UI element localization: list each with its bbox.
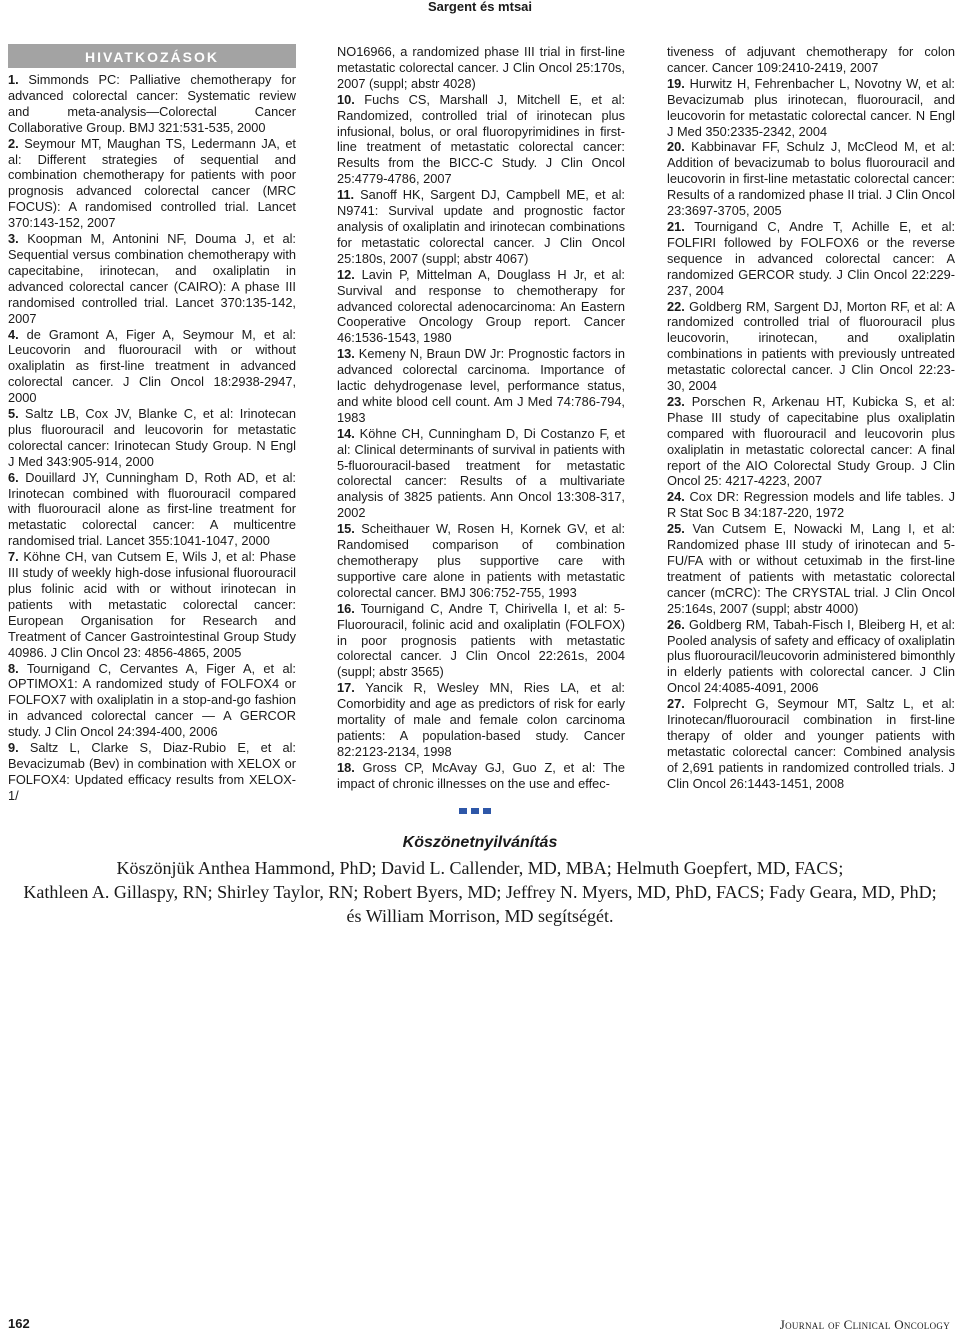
reference-number: 14. <box>337 425 355 441</box>
reference-item <box>8 470 296 550</box>
reference-item <box>337 521 625 601</box>
reference-number: 24. <box>667 489 685 505</box>
reference-number: 15. <box>337 521 355 537</box>
reference-text: Kemeny N, Braun DW Jr: Prognostic factors in advanced colorectal carcinoma. Importance of lactic dehydrogenase level, performance status, and white blood cell count. Am J Med 74:786-794, 1983 <box>337 346 625 425</box>
reference-text: Goldberg RM, Tabah-Fisch I, Bleiberg H, et al: Pooled analysis of safety and efficacy of oxaliplatin plus fluorouracil/leucovorin administered bimonthly in elderly patients with colorectal cancer. J Clin Oncol 24:4085-4091, 2006 <box>667 616 955 696</box>
reference-text: Kabbinavar FF, Schulz J, McCleod M, et al: Addition of bevacizumab to bolus fluorouracil and leucovorin in first-line metastatic colorectal cancer: Results of a randomized phase II trial. J Clin Oncol 23:3697-3705, 2005 <box>667 139 955 219</box>
reference-text: Yancik R, Wesley MN, Ries LA, et al: Comorbidity and age as predictors of risk for early mortality of male and female colon carcinoma patients: A population-based study. Cancer 82:2123-2134, 1998 <box>337 680 625 759</box>
reference-item <box>667 521 955 616</box>
section-separator <box>459 808 491 814</box>
reference-item <box>337 426 625 521</box>
reference-text: Douillard JY, Cunningham D, Roth AD, et al: Irinotecan combined with fluorouracil compared with fluorouracil alone as first-line treatment for metastatic colorectal cancer: A multicentre randomised trial. Lancet 355:1041-1047, 2000 <box>8 469 296 549</box>
reference-text: Simmonds PC: Palliative chemotherapy for advanced colorectal cancer: Systematic review and meta-analysis—Colorectal Cancer Collaborative Group. BMJ 321:531-535, 2000 <box>8 72 296 135</box>
acknowledgment-line: és William Morrison, MD segítségét. <box>346 906 614 926</box>
reference-number: 10. <box>337 91 355 107</box>
reference-item <box>337 187 625 267</box>
journal-name: Journal of Clinical Oncology <box>779 1317 950 1332</box>
acknowledgment-line: Köszönjük Anthea Hammond, PhD; David L. Callender, MD, MBA; Helmuth Goepfert, MD, FACS; <box>116 858 844 878</box>
reference-number: 12. <box>337 266 355 282</box>
reference-text: Cox DR: Regression models and life tables. J R Stat Soc B 34:187-220, 1972 <box>667 489 955 521</box>
reference-number: 21. <box>667 218 685 234</box>
reference-text: NO16966, a randomized phase III trial in first-line metastatic colorectal cancer. J Clin Oncol 25:170s, 2007 (suppl; abstr 4028) <box>337 44 625 91</box>
reference-item <box>667 76 955 140</box>
reference-number: 9. <box>8 740 19 756</box>
reference-number: 26. <box>667 616 685 632</box>
reference-item <box>667 299 955 394</box>
section-title: HIVATKOZÁSOK <box>8 44 296 68</box>
reference-text: Folprecht G, Seymour MT, Saltz L, et al: Irinotecan/fluorouracil combination in first-line therapy of older and younger patients with metastatic colorectal cancer: Combined analysis of 2,691 patients in randomized controlled trials. J Clin Oncol 26:1443-1451, 2008 <box>667 696 955 791</box>
reference-text: Seymour MT, Maughan TS, Ledermann JA, et al: Different strategies of sequential and combination chemotherapy for patients with poor prognosis advanced colorectal cancer (MRC FOCUS): A randomised controlled trial. Lancet 370:143-152, 2007 <box>8 135 296 231</box>
reference-number: 18. <box>337 759 355 775</box>
reference-list <box>667 44 955 792</box>
reference-number: 7. <box>8 549 19 565</box>
references-column-2 <box>337 44 625 792</box>
reference-text: Tournigand C, Andre T, Achille E, et al: FOLFIRI followed by FOLFOX6 or the reverse sequence in advanced colorectal cancer: A randomized GERCOR study. J Clin Oncol 22:229-237, 2004 <box>667 218 955 298</box>
reference-text: Lavin P, Mittelman A, Douglass H Jr, et al: Survival and response to chemotherapy for advanced colorectal adenocarcinoma: An Eastern Cooperative Oncology Group report. Cancer 46:1536-1543, 1980 <box>337 266 625 346</box>
reference-item <box>8 661 296 741</box>
reference-item <box>667 219 955 299</box>
reference-item <box>337 680 625 760</box>
reference-text: Tournigand C, Andre T, Chirivella I, et al: 5-Fluorouracil, folinic acid and oxaliplatin (FOLFOX) in poor prognosis patients with metastatic colorectal cancer. J Clin Oncol 22:261s, 2004 (suppl; abstr 3565) <box>337 600 625 680</box>
acknowledgment-text <box>0 856 960 928</box>
reference-item <box>8 72 296 136</box>
reference-item <box>8 327 296 407</box>
reference-item <box>337 44 625 92</box>
reference-item <box>667 394 955 489</box>
reference-item <box>337 601 625 681</box>
reference-text: Scheithauer W, Rosen H, Kornek GV, et al: Randomised comparison of combination chemotherapy plus supportive care with supportive care alone in patients with metastatic colorectal cancer. BMJ 306:752-755, 1993 <box>337 521 625 600</box>
reference-item <box>8 136 296 231</box>
reference-number: 11. <box>337 187 355 203</box>
reference-text: Hurwitz H, Fehrenbacher L, Novotny W, et al: Bevacizumab plus irinotecan, fluorouracil, and leucovorin for metastatic colorectal cancer. N Engl J Med 350:2335-2342, 2004 <box>667 75 955 139</box>
reference-item <box>667 489 955 521</box>
reference-number: 2. <box>8 135 19 151</box>
reference-text: Koopman M, Antonini NF, Douma J, et al: Sequential versus combination chemotherapy with capecitabine, irinotecan, and oxaliplatin in advanced colorectal cancer (CAIRO): A phase III randomised controlled trial. Lancet 370:135-142, 2007 <box>8 231 296 326</box>
separator-square <box>483 808 491 814</box>
references-column-1 <box>8 44 296 804</box>
reference-item <box>667 44 955 76</box>
separator-square <box>471 808 479 814</box>
reference-item <box>8 740 296 804</box>
acknowledgment-line: Kathleen A. Gillaspy, RN; Shirley Taylor, RN; Robert Byers, MD; Jeffrey N. Myers, MD, PhD, FACS; Fady Geara, MD, PhD; <box>23 882 937 902</box>
reference-item <box>667 617 955 697</box>
reference-number: 23. <box>667 393 685 409</box>
reference-number: 6. <box>8 469 19 485</box>
reference-number: 8. <box>8 660 19 676</box>
acknowledgment-heading: Köszönetnyilvánítás <box>402 834 558 851</box>
reference-number: 20. <box>667 139 685 155</box>
reference-item <box>337 92 625 187</box>
reference-number: 27. <box>667 696 685 712</box>
reference-text: Gross CP, McAvay GJ, Guo Z, et al: The impact of chronic illnesses on the use and effec- <box>337 759 625 791</box>
reference-item <box>337 760 625 792</box>
reference-text: Van Cutsem E, Nowacki M, Lang I, et al: Randomized phase III study of irinotecan and 5-FU/FA with or without cetuximab in the first-line treatment of patients with metastatic colorectal cancer (mCRC): The CRYSTAL trial. J Clin Oncol 25:164s, 2007 (suppl; abstr 4000) <box>667 521 955 616</box>
reference-list <box>8 72 296 804</box>
reference-text: tiveness of adjuvant chemotherapy for colon cancer. Cancer 109:2410-2419, 2007 <box>667 44 955 75</box>
reference-item <box>337 267 625 347</box>
reference-item <box>8 406 296 470</box>
reference-item <box>667 139 955 219</box>
reference-text: Fuchs CS, Marshall J, Mitchell E, et al: Randomized, controlled trial of irinotecan plus infusional, bolus, or oral fluoropyrimidines in first-line treatment of metastatic colorectal cancer: Results from the BICC-C Study. J Clin Oncol 25:4779-4786, 2007 <box>337 91 625 187</box>
reference-text: Köhne CH, Cunningham D, Di Costanzo F, et al: Clinical determinants of survival in patients with 5-fluorouracil-based treatment for metastatic colorectal cancer: Results of a multivariate analysis of 3825 patients. Ann Oncol 13:308-317, 2002 <box>337 425 625 521</box>
reference-item <box>337 346 625 426</box>
reference-text: Tournigand C, Cervantes A, Figer A, et al: OPTIMOX1: A randomized study of FOLFOX4 or FOLFOX7 with oxaliplatin in a stop-and-go fashion in advanced colorectal cancer — A GERCOR study. J Clin Oncol 24:394-400, 2006 <box>8 660 296 740</box>
reference-number: 16. <box>337 600 355 616</box>
reference-item <box>667 696 955 791</box>
reference-text: Goldberg RM, Sargent DJ, Morton RF, et al: A randomized controlled trial of fluorouracil plus leucovorin, irinotecan, and oxaliplatin combinations in patients with previously untreated metastatic colorectal cancer. J Clin Oncol 22:23-30, 2004 <box>667 298 955 394</box>
reference-number: 17. <box>337 680 355 696</box>
running-header: Sargent és mtsai <box>427 0 533 14</box>
references-column-3 <box>667 44 955 792</box>
reference-item <box>8 549 296 660</box>
reference-text: Porschen R, Arkenau HT, Kubicka S, et al: Phase III study of capecitabine plus oxaliplatin compared with fluorouracil and leucovorin plus oxaliplatin in metastatic colorectal cancer: A final report of the AIO Colorectal Study Group. J Clin Oncol 25: 4217-4223, 2007 <box>667 393 955 489</box>
page-number: 162 <box>8 1316 30 1331</box>
reference-number: 22. <box>667 298 685 314</box>
reference-number: 25. <box>667 521 685 537</box>
reference-number: 1. <box>8 72 19 87</box>
reference-number: 19. <box>667 75 685 91</box>
reference-text: Saltz LB, Cox JV, Blanke C, et al: Irinotecan plus fluorouracil and leucovorin for metastatic colorectal cancer: Irinotecan Study Group. N Engl J Med 343:905-914, 2000 <box>8 406 296 469</box>
separator-square <box>459 808 467 814</box>
reference-text: Sanoff HK, Sargent DJ, Campbell ME, et al: N9741: Survival update and prognostic factor analysis of oxaliplatin and irinotecan combinations for metastatic colorectal cancer. J Clin Oncol 25:180s, 2007 (suppl; abstr 4067) <box>337 187 625 266</box>
reference-text: Köhne CH, van Cutsem E, Wils J, et al: Phase III study of weekly high-dose infusional fluorouracil plus folinic acid with or without irinotecan in patients with metastatic colorectal cancer: European Organisation for Research and Treatment of Cancer Gastrointestinal Group Study 40986. J Clin Oncol 23: 4856-4865, 2005 <box>8 549 296 660</box>
reference-number: 3. <box>8 231 19 247</box>
reference-item <box>8 231 296 326</box>
reference-text: Saltz L, Clarke S, Diaz-Rubio E, et al: Bevacizumab (Bev) in combination with XELOX or FOLFOX4: Updated efficacy results from XELOX-1/ <box>8 740 296 803</box>
reference-text: de Gramont A, Figer A, Seymour M, et al: Leucovorin and fluorouracil with or without oxaliplatin as first-line treatment in advanced colorectal cancer. J Clin Oncol 18:2938-2947, 2000 <box>8 326 296 406</box>
reference-number: 5. <box>8 406 19 422</box>
reference-list <box>337 44 625 792</box>
reference-number: 13. <box>337 346 355 362</box>
reference-number: 4. <box>8 326 19 342</box>
